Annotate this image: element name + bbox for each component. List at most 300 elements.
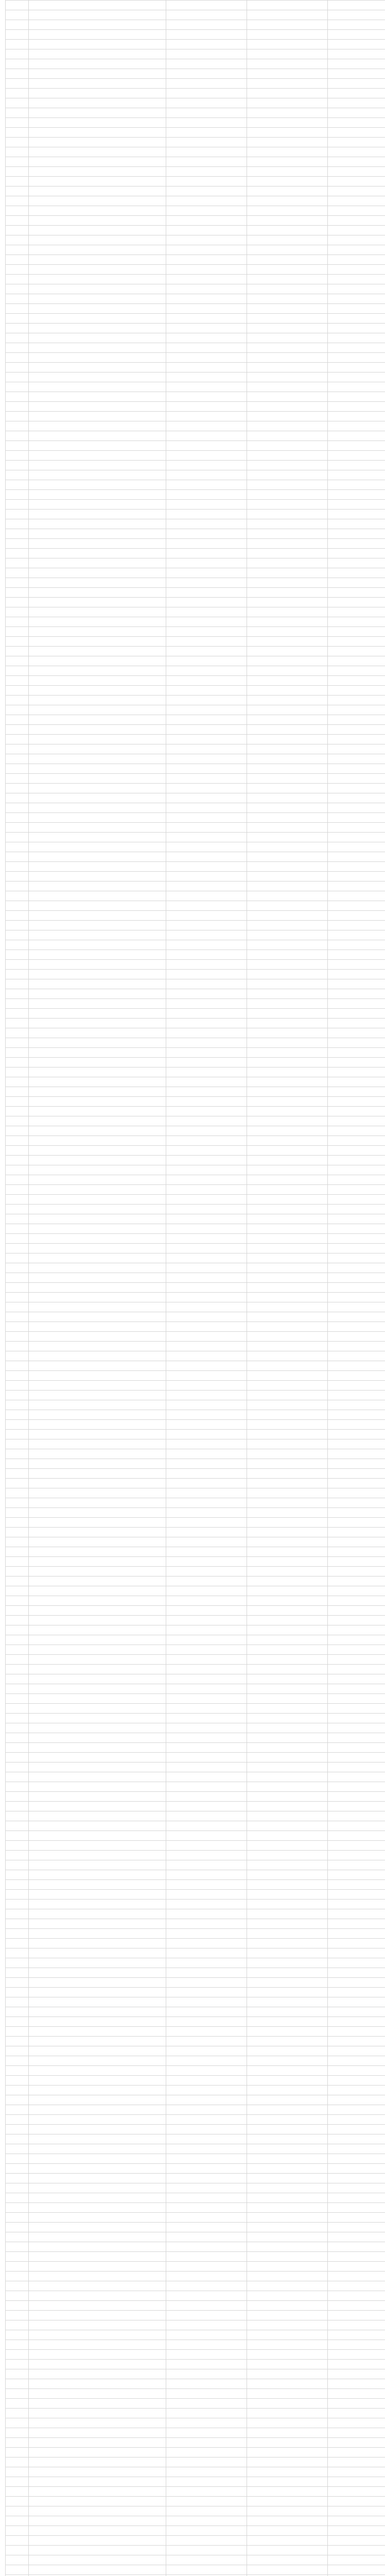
- table-cell-c: [328, 2262, 385, 2272]
- table-cell-company: [29, 2095, 166, 2105]
- table-cell-no: [6, 1694, 29, 1704]
- table-cell-b: [247, 2183, 328, 2193]
- table-row: [6, 1, 385, 10]
- table-cell-c: [328, 872, 385, 882]
- table-row: [6, 1890, 385, 1900]
- table-cell-c: [328, 2418, 385, 2428]
- table-cell-a: [166, 402, 247, 412]
- table-cell-no: [6, 255, 29, 265]
- table-row: [6, 1733, 385, 1743]
- table-cell-a: [166, 607, 247, 617]
- table-cell-c: [328, 2007, 385, 2017]
- table-cell-c: [328, 1596, 385, 1606]
- table-cell-b: [247, 2546, 328, 2555]
- table-cell-a: [166, 705, 247, 715]
- table-cell-b: [247, 1058, 328, 1067]
- table-cell-c: [328, 2458, 385, 2467]
- table-cell-a: [166, 813, 247, 823]
- table-cell-c: [328, 1351, 385, 1361]
- table-cell-c: [328, 1743, 385, 1753]
- table-cell-a: [166, 2095, 247, 2105]
- table-cell-no: [6, 588, 29, 598]
- table-cell-a: [166, 2369, 247, 2379]
- table-cell-a: [166, 529, 247, 539]
- table-cell-b: [247, 2379, 328, 2389]
- table-cell-no: [6, 1234, 29, 1244]
- table-cell-company: [29, 138, 166, 147]
- table-cell-no: [6, 2017, 29, 2027]
- table-cell-no: [6, 1723, 29, 1733]
- table-row: [6, 2516, 385, 2526]
- table-cell-a: [166, 1019, 247, 1028]
- table-row: [6, 2467, 385, 2477]
- table-cell-company: [29, 177, 166, 187]
- table-cell-a: [166, 656, 247, 666]
- table-cell-no: [6, 1704, 29, 1714]
- table-row: [6, 2134, 385, 2144]
- table-cell-company: [29, 960, 166, 970]
- table-cell-c: [328, 1361, 385, 1371]
- table-cell-company: [29, 128, 166, 138]
- table-cell-a: [166, 1302, 247, 1312]
- table-row: [6, 1860, 385, 1870]
- table-cell-company: [29, 2418, 166, 2428]
- table-row: [6, 2086, 385, 2095]
- table-cell-c: [328, 1547, 385, 1557]
- table-cell-b: [247, 2105, 328, 2115]
- table-cell-a: [166, 1361, 247, 1371]
- table-row: [6, 1978, 385, 1988]
- table-cell-c: [328, 833, 385, 842]
- table-cell-c: [328, 510, 385, 519]
- table-cell-no: [6, 1802, 29, 1811]
- table-cell-a: [166, 930, 247, 940]
- table-cell-c: [328, 607, 385, 617]
- table-cell-no: [6, 2252, 29, 2262]
- table-cell-c: [328, 2536, 385, 2546]
- table-cell-no: [6, 519, 29, 529]
- table-cell-a: [166, 275, 247, 284]
- table-cell-no: [6, 940, 29, 950]
- table-cell-no: [6, 1058, 29, 1067]
- table-row: [6, 1195, 385, 1205]
- table-cell-a: [166, 421, 247, 431]
- table-cell-a: [166, 294, 247, 304]
- table-cell-b: [247, 1400, 328, 1410]
- table-cell-no: [6, 1811, 29, 1821]
- table-cell-a: [166, 2399, 247, 2409]
- table-cell-b: [247, 1185, 328, 1195]
- table-cell-b: [247, 1077, 328, 1087]
- table-cell-a: [166, 2526, 247, 2536]
- table-cell-c: [328, 1371, 385, 1381]
- table-cell-b: [247, 1919, 328, 1929]
- table-cell-company: [29, 1107, 166, 1116]
- table-cell-no: [6, 2379, 29, 2389]
- table-cell-no: [6, 1792, 29, 1802]
- table-cell-c: [328, 2389, 385, 2399]
- table-cell-b: [247, 2389, 328, 2399]
- table-row: [6, 1302, 385, 1312]
- table-cell-no: [6, 1586, 29, 1596]
- table-cell-b: [247, 2438, 328, 2448]
- table-row: [6, 284, 385, 294]
- table-cell-a: [166, 2027, 247, 2037]
- table-cell-no: [6, 216, 29, 226]
- table-cell-company: [29, 1253, 166, 1263]
- table-cell-no: [6, 1674, 29, 1684]
- table-cell-no: [6, 2213, 29, 2223]
- table-row: [6, 1900, 385, 1909]
- table-cell-b: [247, 157, 328, 167]
- table-cell-company: [29, 1880, 166, 1890]
- table-cell-c: [328, 1136, 385, 1146]
- table-cell-b: [247, 20, 328, 30]
- table-cell-b: [247, 216, 328, 226]
- table-cell-c: [328, 627, 385, 637]
- table-cell-a: [166, 598, 247, 607]
- table-cell-company: [29, 2242, 166, 2252]
- table-cell-c: [328, 2134, 385, 2144]
- table-cell-c: [328, 1870, 385, 1880]
- table-cell-b: [247, 1909, 328, 1919]
- table-cell-a: [166, 2281, 247, 2291]
- table-cell-no: [6, 1195, 29, 1205]
- table-cell-a: [166, 59, 247, 69]
- table-cell-c: [328, 2281, 385, 2291]
- table-cell-a: [166, 627, 247, 637]
- table-cell-company: [29, 226, 166, 235]
- table-cell-b: [247, 2223, 328, 2232]
- table-cell-no: [6, 1430, 29, 1439]
- table-cell-company: [29, 59, 166, 69]
- table-cell-a: [166, 1909, 247, 1919]
- table-cell-no: [6, 813, 29, 823]
- table-row: [6, 519, 385, 529]
- table-cell-a: [166, 2350, 247, 2360]
- table-cell-b: [247, 1900, 328, 1909]
- table-cell-no: [6, 549, 29, 558]
- table-cell-a: [166, 999, 247, 1009]
- table-cell-company: [29, 118, 166, 128]
- table-cell-no: [6, 803, 29, 813]
- table-cell-c: [328, 1919, 385, 1929]
- table-cell-b: [247, 960, 328, 970]
- table-cell-c: [328, 10, 385, 20]
- table-cell-c: [328, 1508, 385, 1518]
- table-cell-c: [328, 2027, 385, 2037]
- table-cell-no: [6, 372, 29, 382]
- table-cell-company: [29, 1136, 166, 1146]
- table-cell-c: [328, 1302, 385, 1312]
- table-cell-c: [328, 2272, 385, 2281]
- table-cell-a: [166, 1723, 247, 1733]
- table-cell-no: [6, 284, 29, 294]
- table-cell-a: [166, 2301, 247, 2311]
- table-cell-company: [29, 431, 166, 441]
- table-cell-no: [6, 979, 29, 989]
- table-cell-b: [247, 2213, 328, 2223]
- table-cell-a: [166, 2555, 247, 2565]
- table-cell-a: [166, 735, 247, 744]
- table-cell-b: [247, 255, 328, 265]
- table-cell-company: [29, 1205, 166, 1214]
- table-cell-c: [328, 226, 385, 235]
- table-cell-company: [29, 392, 166, 402]
- table-row: [6, 1772, 385, 1782]
- table-cell-no: [6, 353, 29, 363]
- table-cell-c: [328, 2193, 385, 2203]
- table-cell-no: [6, 607, 29, 617]
- table-cell-a: [166, 1400, 247, 1410]
- table-cell-a: [166, 1342, 247, 1351]
- table-cell-a: [166, 20, 247, 30]
- table-cell-no: [6, 89, 29, 98]
- table-cell-a: [166, 960, 247, 970]
- table-row: [6, 1665, 385, 1674]
- table-cell-no: [6, 1743, 29, 1753]
- table-cell-a: [166, 1772, 247, 1782]
- table-cell-c: [328, 147, 385, 157]
- table-cell-a: [166, 979, 247, 989]
- table-cell-c: [328, 1234, 385, 1244]
- table-row: [6, 1909, 385, 1919]
- table-cell-company: [29, 842, 166, 852]
- table-row: [6, 372, 385, 382]
- table-cell-no: [6, 1870, 29, 1880]
- table-cell-no: [6, 862, 29, 872]
- table-cell-company: [29, 255, 166, 265]
- table-cell-company: [29, 1302, 166, 1312]
- table-cell-company: [29, 539, 166, 549]
- table-cell-company: [29, 40, 166, 49]
- table-cell-c: [328, 813, 385, 823]
- table-cell-company: [29, 1929, 166, 1939]
- table-row: [6, 157, 385, 167]
- table-cell-b: [247, 333, 328, 343]
- table-cell-c: [328, 1841, 385, 1851]
- table-row: [6, 1185, 385, 1195]
- table-cell-b: [247, 744, 328, 754]
- table-row: [6, 803, 385, 813]
- table-cell-company: [29, 813, 166, 823]
- table-cell-a: [166, 1126, 247, 1136]
- table-cell-no: [6, 1939, 29, 1948]
- table-row: [6, 1019, 385, 1028]
- table-cell-no: [6, 901, 29, 911]
- table-cell-no: [6, 2027, 29, 2037]
- table-row: [6, 2193, 385, 2203]
- table-cell-a: [166, 1753, 247, 1762]
- table-row: [6, 2340, 385, 2350]
- table-cell-c: [328, 735, 385, 744]
- table-cell-company: [29, 500, 166, 510]
- table-cell-company: [29, 588, 166, 598]
- table-cell-b: [247, 2232, 328, 2242]
- table-cell-a: [166, 1116, 247, 1126]
- table-cell-b: [247, 852, 328, 862]
- table-cell-b: [247, 1234, 328, 1244]
- table-cell-c: [328, 1625, 385, 1635]
- table-cell-no: [6, 1596, 29, 1606]
- table-cell-b: [247, 1978, 328, 1988]
- table-cell-company: [29, 1665, 166, 1674]
- table-cell-a: [166, 637, 247, 647]
- table-cell-a: [166, 1841, 247, 1851]
- table-cell-no: [6, 431, 29, 441]
- table-row: [6, 1811, 385, 1821]
- table-cell-c: [328, 1185, 385, 1195]
- table-cell-company: [29, 1635, 166, 1645]
- table-row: [6, 1028, 385, 1038]
- table-row: [6, 1596, 385, 1606]
- table-row: [6, 1371, 385, 1381]
- table-cell-a: [166, 284, 247, 294]
- table-cell-company: [29, 2281, 166, 2291]
- table-body: [6, 1, 385, 2576]
- table-row: [6, 98, 385, 108]
- table-row: [6, 1479, 385, 1488]
- table-row: [6, 2164, 385, 2174]
- table-cell-no: [6, 1391, 29, 1400]
- table-cell-company: [29, 1165, 166, 1175]
- table-cell-no: [6, 2467, 29, 2477]
- table-cell-company: [29, 2105, 166, 2115]
- table-row: [6, 1577, 385, 1586]
- table-cell-a: [166, 1498, 247, 1508]
- table-cell-a: [166, 1978, 247, 1988]
- table-cell-no: [6, 187, 29, 196]
- table-cell-a: [166, 10, 247, 20]
- table-cell-b: [247, 891, 328, 901]
- table-cell-b: [247, 1508, 328, 1518]
- table-cell-b: [247, 421, 328, 431]
- table-row: [6, 1655, 385, 1665]
- table-cell-company: [29, 686, 166, 696]
- table-row: [6, 2007, 385, 2017]
- table-cell-a: [166, 1381, 247, 1391]
- table-cell-no: [6, 1087, 29, 1097]
- table-row: [6, 2203, 385, 2213]
- table-cell-b: [247, 382, 328, 392]
- table-row: [6, 1821, 385, 1831]
- table-row: [6, 1361, 385, 1371]
- table-cell-a: [166, 1175, 247, 1185]
- table-cell-no: [6, 363, 29, 372]
- table-cell-a: [166, 2174, 247, 2183]
- table-cell-company: [29, 69, 166, 79]
- table-cell-no: [6, 715, 29, 725]
- table-row: [6, 950, 385, 960]
- table-cell-a: [166, 2056, 247, 2066]
- table-cell-a: [166, 2330, 247, 2340]
- table-cell-c: [328, 1782, 385, 1792]
- table-row: [6, 911, 385, 921]
- table-cell-a: [166, 1684, 247, 1694]
- table-cell-a: [166, 558, 247, 568]
- table-cell-b: [247, 2242, 328, 2252]
- table-cell-c: [328, 1214, 385, 1224]
- table-cell-a: [166, 1244, 247, 1253]
- table-cell-a: [166, 1537, 247, 1547]
- table-cell-no: [6, 2448, 29, 2458]
- table-cell-no: [6, 1283, 29, 1293]
- table-cell-no: [6, 343, 29, 353]
- table-row: [6, 1782, 385, 1792]
- table-cell-company: [29, 216, 166, 226]
- table-cell-company: [29, 1273, 166, 1283]
- table-cell-b: [247, 1929, 328, 1939]
- table-cell-c: [328, 891, 385, 901]
- table-cell-a: [166, 862, 247, 872]
- table-cell-b: [247, 89, 328, 98]
- table-cell-company: [29, 1645, 166, 1655]
- table-cell-company: [29, 49, 166, 59]
- table-cell-company: [29, 284, 166, 294]
- table-cell-a: [166, 353, 247, 363]
- table-cell-company: [29, 1958, 166, 1968]
- table-row: [6, 999, 385, 1009]
- table-cell-no: [6, 1577, 29, 1586]
- table-row: [6, 1704, 385, 1714]
- table-cell-c: [328, 1283, 385, 1293]
- table-cell-company: [29, 1704, 166, 1714]
- table-cell-a: [166, 216, 247, 226]
- table-cell-b: [247, 1332, 328, 1342]
- table-cell-a: [166, 1900, 247, 1909]
- table-cell-no: [6, 784, 29, 793]
- table-cell-b: [247, 1430, 328, 1439]
- table-cell-a: [166, 1870, 247, 1880]
- table-row: [6, 470, 385, 480]
- table-cell-no: [6, 2281, 29, 2291]
- table-cell-company: [29, 1919, 166, 1929]
- table-row: [6, 1645, 385, 1655]
- table-cell-c: [328, 2164, 385, 2174]
- table-cell-c: [328, 1038, 385, 1048]
- table-row: [6, 480, 385, 490]
- table-cell-b: [247, 1811, 328, 1821]
- table-cell-c: [328, 1, 385, 10]
- table-cell-company: [29, 1156, 166, 1165]
- table-row: [6, 2174, 385, 2183]
- table-cell-b: [247, 98, 328, 108]
- table-cell-no: [6, 1978, 29, 1988]
- table-cell-c: [328, 2105, 385, 2115]
- table-cell-company: [29, 147, 166, 157]
- table-cell-company: [29, 1263, 166, 1273]
- table-cell-b: [247, 1723, 328, 1733]
- table-cell-c: [328, 989, 385, 999]
- table-cell-a: [166, 1743, 247, 1753]
- table-cell-c: [328, 1381, 385, 1391]
- table-cell-company: [29, 1391, 166, 1400]
- table-cell-no: [6, 226, 29, 235]
- table-cell-c: [328, 2125, 385, 2134]
- table-cell-c: [328, 1205, 385, 1214]
- table-cell-company: [29, 2223, 166, 2232]
- table-cell-b: [247, 1048, 328, 1058]
- table-cell-b: [247, 666, 328, 676]
- table-cell-company: [29, 1537, 166, 1547]
- table-cell-no: [6, 1655, 29, 1665]
- table-cell-c: [328, 578, 385, 588]
- table-cell-no: [6, 1900, 29, 1909]
- table-cell-c: [328, 1616, 385, 1625]
- table-row: [6, 1880, 385, 1890]
- table-row: [6, 2213, 385, 2223]
- table-row: [6, 1234, 385, 1244]
